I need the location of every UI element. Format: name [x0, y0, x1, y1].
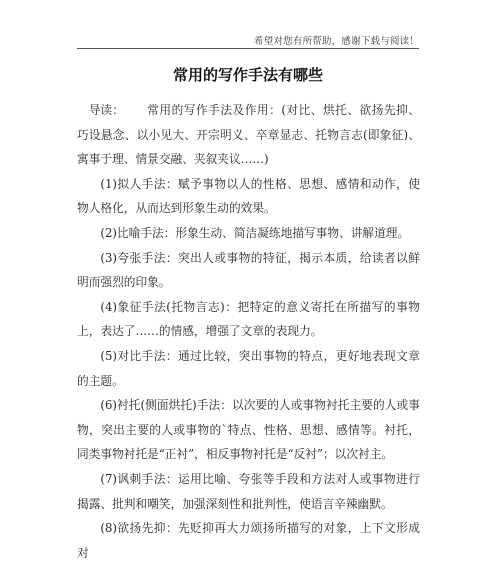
intro-label: 导读： [88, 103, 124, 117]
paragraph-exaggeration: (3)夸张手法：突出人或事物的特征，揭示本质，给读者以鲜明而强烈的印象。 [77, 250, 420, 290]
document-body [77, 98, 420, 561]
intro-text: 常用的写作手法及作用：(对比、烘托、欲扬先抑、巧设悬念、以小见大、开宗明义、卒章显志、托物言志(即象征)、寓事于理、情景交融、夹叙夹议……) [77, 103, 420, 167]
paragraph-foil: (6)衬托(侧面烘托)手法：以次要的人或事物衬托主要的人或事物，突出主要的人或事物的`特点、性格、思想、感情等。衬托，同类事物衬托是“正衬”，相反事物衬托是“反衬”；以次衬主。 [77, 398, 420, 462]
paragraph-metaphor: (2)比喻手法：形象生动、简洁凝练地描写事物、讲解道理。 [100, 225, 410, 240]
paragraph-suppress-then-praise: (8)欲扬先抑：先贬抑再大力颂扬所描写的对象，上下文形成对 [77, 521, 420, 560]
header-note: 希望对您有所帮助，感谢下载与阅读！ [254, 36, 419, 47]
document-title: 常用的写作手法有哪些 [172, 66, 323, 84]
paragraph-contrast: (5)对比手法：通过比较，突出事物的特点，更好地表现文章的主题。 [77, 348, 420, 388]
intro-paragraph [77, 98, 420, 172]
paragraph-symbolism: (4)象征手法(托物言志)：把特定的意义寄托在所描写的事物上，表达了……的情感，增强了文章的表现力。 [77, 299, 420, 339]
paragraph-satire: (7)讽刺手法：运用比喻、夸张等手段和方法对人或事物进行揭露、批判和嘲笑，加强深刻性和批判性，使语言辛辣幽默。 [77, 471, 420, 511]
paragraph-personification: (1)拟人手法：赋予事物以人的性格、思想、感情和动作，使物人格化，从而达到形象生动的效果。 [77, 176, 420, 216]
header-divider [77, 48, 419, 49]
